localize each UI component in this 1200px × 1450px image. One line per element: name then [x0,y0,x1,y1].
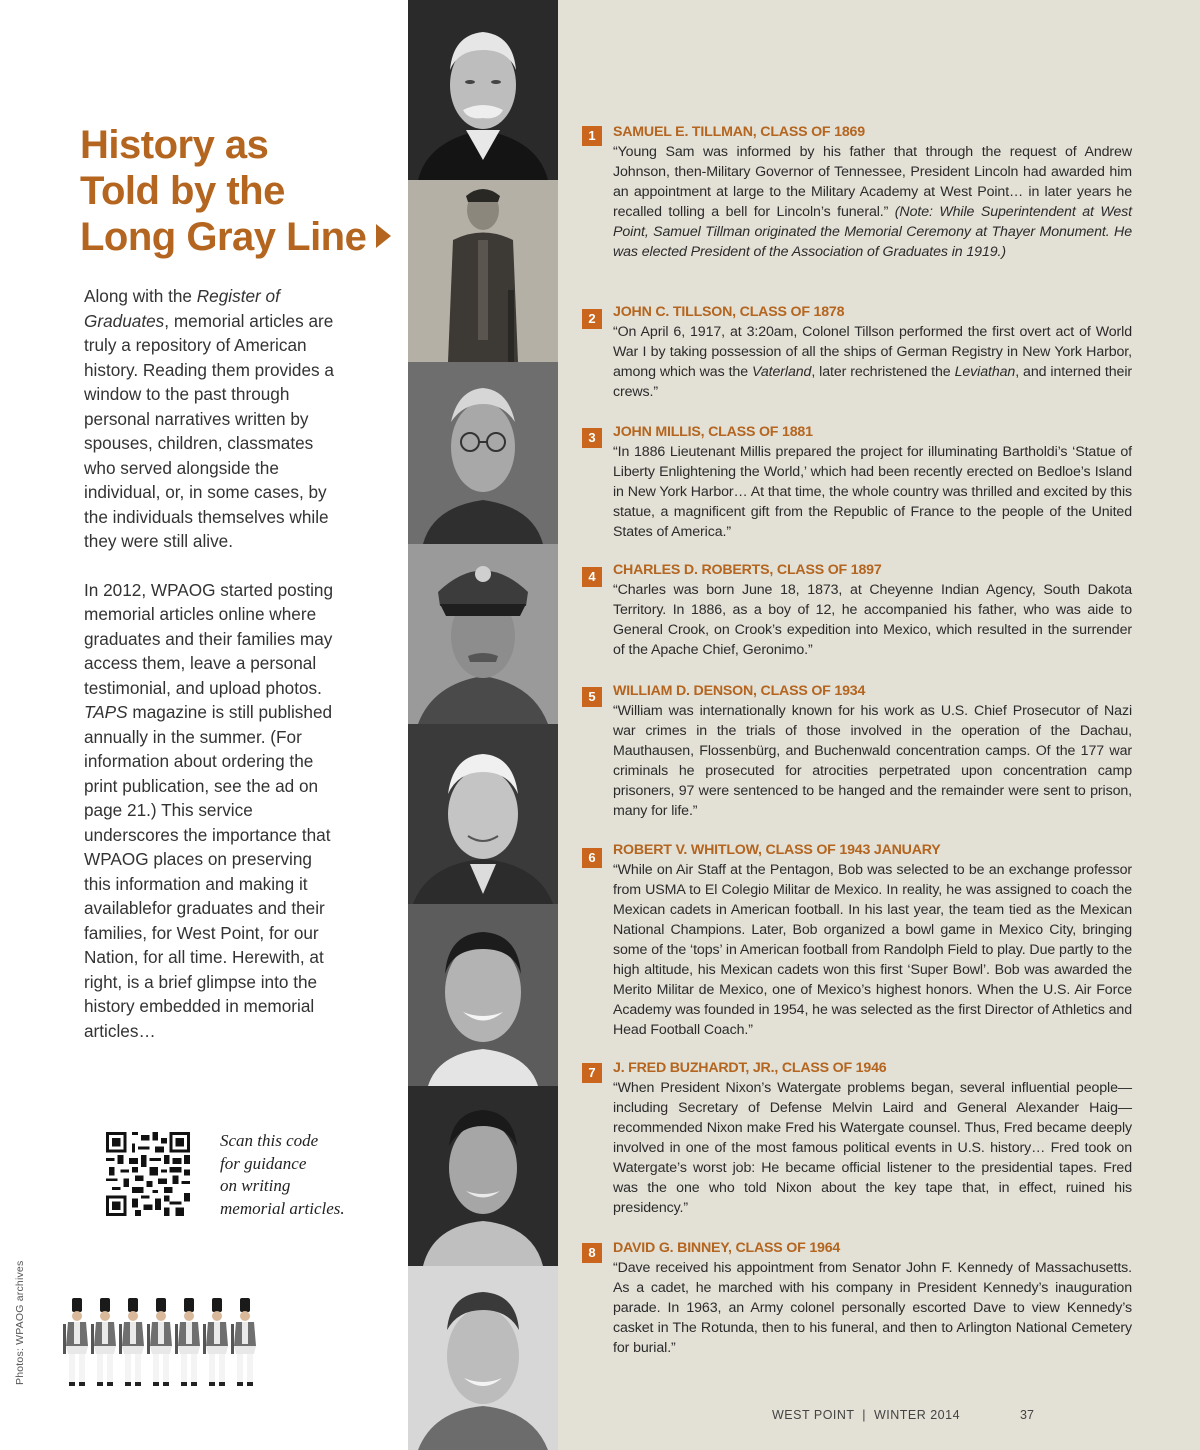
intro-text [84,284,334,1067]
intro-p1-before: Along with the [84,286,197,306]
arrow-right-icon [376,224,391,248]
intro-paragraph-2 [84,578,334,1044]
intro-p2-after: magazine is still published annually in the summer. (For information about ordering the print publication, see the ad on page 21.) This service underscores the importance that WPAOG places on preserving this information and making it availablefor graduates and their families, for West Point, for our Nation, for all time. Herewith, at right, is a brief glimpse into the history embedded in memorial articles… [84,702,333,1041]
portrait-buzhardt-icon [408,1086,558,1266]
title-line-1: History as [80,123,269,167]
portrait-tillson-icon [408,180,558,362]
entry-body-text-c: , and interned their crews.” [613,364,1133,400]
entry-ship-name-b: Leviathan [954,364,1016,380]
entry-number-badge: 5 [582,687,602,707]
intro-p1-italic: Register of Graduates [84,286,280,331]
portrait-binney-icon [408,1266,558,1450]
qr-code-icon[interactable] [106,1132,190,1216]
entry-heading: CHARLES D. ROBERTS, CLASS OF 1897 [613,562,882,578]
portrait-millis-icon [408,362,558,544]
entry-body: “William was internationally known for his work as U.S. Chief Prosecutor of Nazi war crimes in the trials of those involved in the operation of the Dachau, Mauthausen, Flossenbürg, and Buchenwald concentration camps. Of the 177 war criminals he prosecuted for atrocities perpetrated upon concentration camp prisoners, 97 were sentenced to be hanged and the remainder were sent to prison, many for life.” [613,703,1132,819]
entry-body: “Charles was born June 18, 1873, at Cheyenne Indian Agency, South Dakota Territory. In 1886, as a boy of 12, he accompanied his father, who was aide to General Crook, on Crook’s expedition into Mexico, which resulted in the surrender of the Apache Chief, Geronimo.” [613,582,1132,658]
page-title [80,122,400,260]
entry-body: “Dave received his appointment from Senator John F. Kennedy of Massachusetts. As a cadet, he marched with his company in President Kennedy’s inauguration parade. In 1963, an Army colonel personally escorted Dave to view Kennedy’s casket in The Rotunda, then to his funeral, and then to Arlington National Cemetery for burial.” [613,1260,1132,1356]
intro-p2-before: In 2012, WPAOG started posting memorial articles online where graduates and their families may access them, leave a personal testimonial, and upload photos. [84,579,334,698]
intro-paragraph-1 [84,284,334,554]
entry-body: “When President Nixon’s Watergate problems began, several influential people—including Secretary of Defense Melvin Laird and General Alexander Haig—recommended Nixon make Fred his Watergate counsel. Thus, Fred became deeply involved in one of the most famous political events in U.S. history… Fred took on Watergate’s worst job: He became official listener to the presidential tapes. Fred was the one who told Nixon about the key tape that, in effect, ruined his presidency.” [613,1080,1132,1216]
qr-caption-line-1: Scan this code [220,1131,319,1150]
entry-heading: DAVID G. BINNEY, CLASS OF 1964 [613,1240,841,1256]
qr-caption-line-2: for guidance [220,1153,307,1173]
entry-body [613,322,1132,402]
intro-p2-italic: TAPS [84,702,128,722]
entry-body: “While on Air Staff at the Pentagon, Bob was selected to be an exchange professor from USMA to El Colegio Militar de Mexico. In reality, he was assigned to coach the Mexican cadets in American football. In his last year, the team tied as the Mexican National Champions. Later, Bob organized a bowl game in Mexico City, bringing some of the ‘tops’ in American football from Randolph Field to play. Due partly to the high altitude, his Mexican cadets won this first ‘Super Bowl’. Bob was awarded the Merito Militar de Mexico, one of Mexico’s highest honors. When the U.S. Air Force Academy was founded in 1954, he was selected as the first Director of Athletics and Head Football Coach.” [613,862,1132,1038]
title-line-2: Told by the [80,169,285,213]
portrait-strip [408,0,558,1450]
entry-number-badge: 4 [582,567,602,587]
intro-p1-after: , memorial articles are truly a repository of American history. Reading them provides a window to the past through personal narratives written by spouses, children, classmates who served alongside the individual, or, in some cases, by the individuals themselves while they were still alive. [84,310,334,551]
entry-number-badge: 7 [582,1063,602,1083]
page-number: 37 [1020,1408,1034,1422]
entry-body-note: (Note: While Superintendent at West Point, Samuel Tillman originated the Memorial Ceremony at Thayer Monument. He was elected President of the Association of Graduates in 1919.) [613,204,1132,260]
entry-1 [582,122,1132,262]
title-line-3-wrap [80,214,400,260]
entry-heading: ROBERT V. WHITLOW, CLASS OF 1943 JANUARY [613,842,941,858]
footer-publication: WEST POINT | WINTER 2014 [772,1408,961,1422]
portrait-whitlow-icon [408,904,558,1086]
qr-caption-line-3: on writing [220,1176,291,1195]
entry-6 [582,840,1132,1040]
entry-4 [582,560,1132,660]
portrait-roberts-icon [408,544,558,724]
entry-7 [582,1058,1132,1218]
entry-number-badge: 1 [582,126,602,146]
entry-body [613,142,1132,262]
entry-heading: JOHN MILLIS, CLASS OF 1881 [613,424,813,440]
qr-caption-line-4: memorial articles. [220,1198,345,1218]
entry-ship-name-a: Vaterland [752,364,812,380]
title-line-3: Long Gray Line [80,215,367,259]
entry-number-badge: 8 [582,1243,602,1263]
entry-heading: JOHN C. TILLSON, CLASS OF 1878 [613,304,845,320]
cadet-figures-icon [62,1298,262,1386]
entry-5 [582,681,1132,821]
photo-credit: Photos: WPAOG archives [14,1260,26,1385]
portrait-denson-icon [408,724,558,904]
left-column [0,0,408,1450]
entry-heading: J. FRED BUZHARDT, JR., CLASS OF 1946 [613,1060,887,1076]
entry-number-badge: 6 [582,848,602,868]
entry-8 [582,1238,1132,1358]
memorial-entries-panel [558,0,1200,1450]
entry-2 [582,302,1132,402]
entry-body-text-b: , later rechristened the [811,364,955,380]
portrait-tillman-icon [408,0,558,180]
entry-heading: SAMUEL E. TILLMAN, CLASS OF 1869 [613,124,865,140]
entry-number-badge: 2 [582,309,602,329]
entry-heading: WILLIAM D. DENSON, CLASS OF 1934 [613,683,866,699]
entry-number-badge: 3 [582,428,602,448]
entry-body-text: “Young Sam was informed by his father that through the request of Andrew Johnson, then-Military Governor of Tennessee, President Lincoln had awarded him an appointment at large to the Military Academy at West Point… in later years he recalled tolling a bell for Lincoln’s funeral.” [613,144,1132,220]
qr-caption [220,1130,380,1220]
entry-3 [582,422,1132,542]
entry-body: “In 1886 Lieutenant Millis prepared the project for illuminating Bartholdi’s ‘Statue of Liberty Enlightening the World,’ which had been recently erected on Bedloe’s Island in New York Harbor… At that time, the whole country was thrilled and excited by this statue, a magnificent gift from the Republic of France to the people of the United States of America.” [613,444,1132,540]
entry-body-text-a: “On April 6, 1917, at 3:20am, Colonel Tillson performed the first overt act of World War I by taking possession of all the ships of German Registry in New York Harbor, among which was the [613,324,1132,380]
